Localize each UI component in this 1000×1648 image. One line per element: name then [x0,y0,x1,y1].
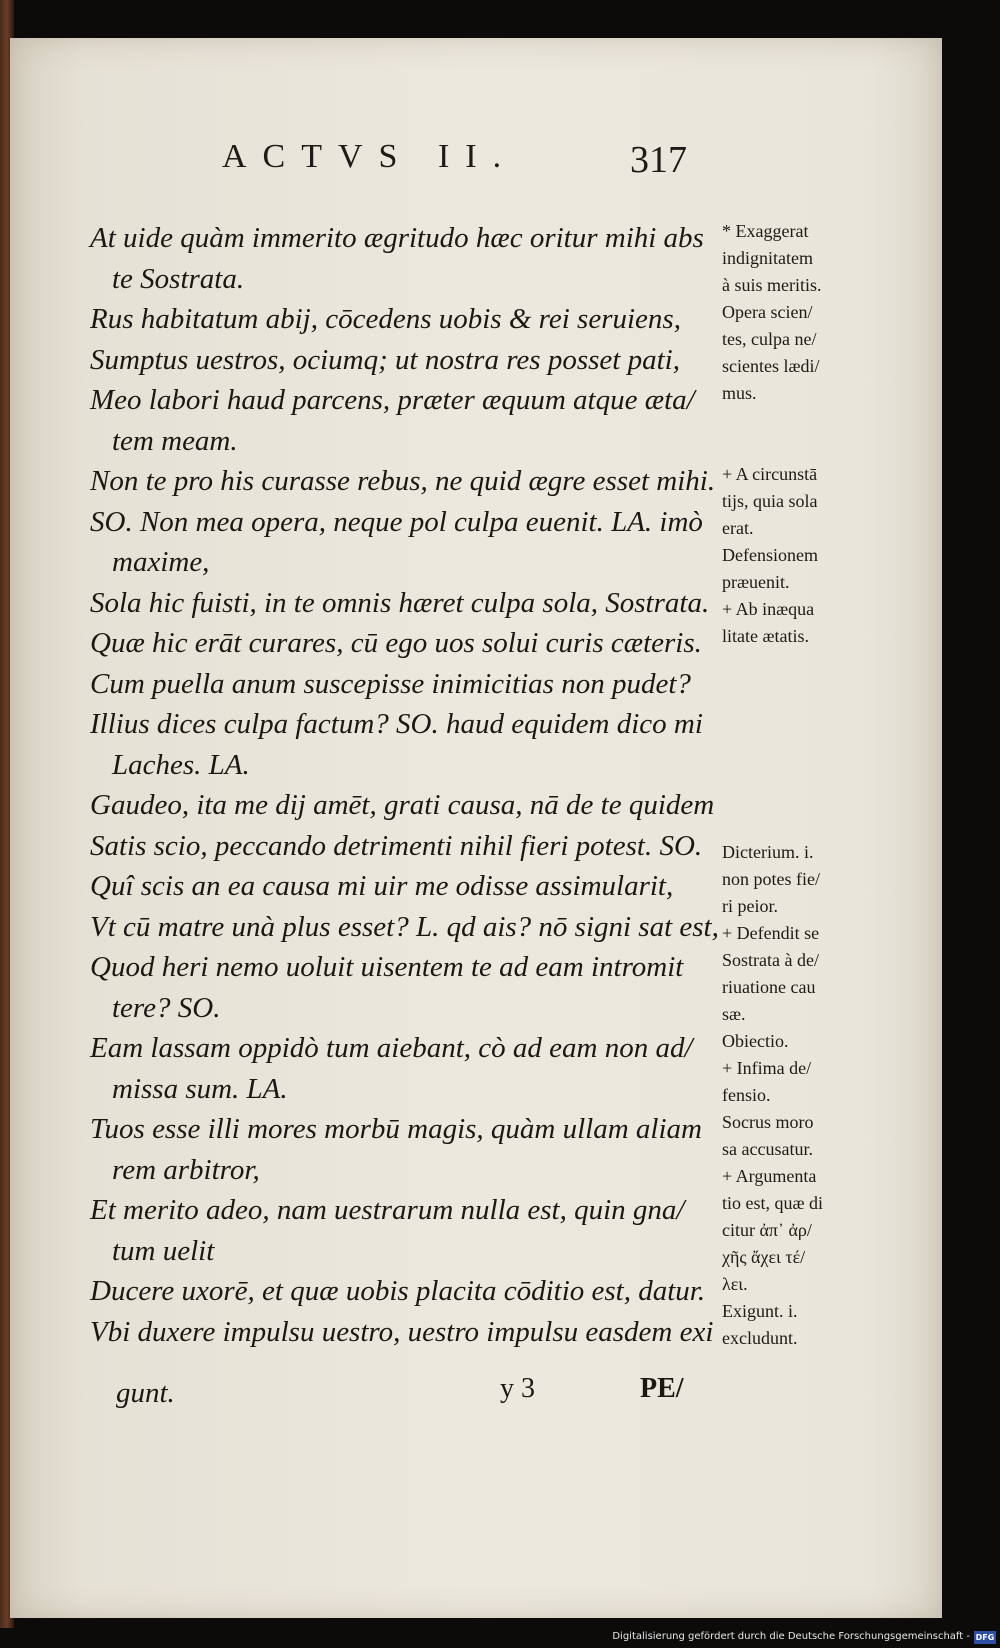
text-line: At uide quàm immerito ægritudo hæc oritur mihi abs [90,222,704,254]
signature-mark: y 3 [500,1373,535,1404]
text-line: tere? SO. [112,991,221,1024]
marginal-note-line: tijs, quia sola [722,491,818,511]
text-line: Rus habitatum abij, cōcedens uobis & rei seruiens, [90,303,681,335]
marginal-note-line: + Argumenta [722,1166,817,1186]
running-head: ACTVS II. [222,138,518,175]
marginal-notes [722,218,862,1352]
marginal-note-line [722,785,862,812]
marginal-note-line: Defensionem [722,545,818,565]
marginal-note-line: mus. [722,383,757,403]
text-line: Non te pro his curasse rebus, ne quid ægre esset mihi. [90,465,716,497]
text-line: SO. Non mea opera, neque pol culpa euenit. LA. imò [90,505,703,538]
marginal-note-line: Sostrata à de/ [722,950,819,970]
text-line: tum uelit [112,1234,215,1267]
marginal-note-line: erat. [722,518,754,538]
catchword: PE/ [640,1373,684,1404]
marginal-note-line [722,407,862,434]
text-line: Satis scio, peccando detrimenti nihil fieri potest. SO. [90,829,703,862]
marginal-note-line: λει. [722,1274,748,1294]
text-line: te Sostrata. [112,262,245,295]
text-line: Illius dices culpa factum? SO. haud equidem dico mi [90,708,703,740]
text-line: maxime, [112,546,210,578]
text-line: Meo labori haud parcens, præter æquum atque æta/ [90,384,695,416]
marginal-note-line: riuatione cau [722,977,816,997]
dfg-logo: DFG [975,1633,995,1642]
marginal-note-line: à suis meritis. [722,275,822,295]
text-line: Vbi duxere impulsu uestro, uestro impulsu easdem exi [90,1315,714,1348]
marginal-note-line: fensio. [722,1085,771,1105]
text-line: Quod heri nemo uoluit uisentem te ad eam intromit [90,951,684,983]
text-line: Sola hic fuisti, in te omnis hæret culpa sola, Sostrata. [90,586,710,619]
text-line: Quî scis an ea causa mi uir me odisse assimularit, [90,870,674,902]
marginal-note-line: excludunt. [722,1328,798,1348]
text-line: Eam lassam oppidò tum aiebant, cò ad eam non ad/ [90,1032,693,1064]
marginal-note-line: tes, culpa ne/ [722,329,817,349]
page-number: 317 [630,139,687,181]
marginal-note-line: + A circunstā [722,464,818,484]
marginal-note-line [722,731,862,758]
marginal-note-line: + Defendit se [722,923,820,943]
marginal-note-line: scientes lædi/ [722,356,820,376]
text-line: Quæ hic erāt curares, cū ego uos solui curis cæteris. [90,627,702,659]
marginal-note-line: præuenit. [722,572,790,592]
marginal-note-line: sa accusatur. [722,1139,813,1159]
marginal-note-line: tio est, quæ di [722,1193,824,1213]
marginal-note-line: non potes fie/ [722,869,820,889]
credit-text: Digitalisierung gefördert durch die Deutsche Forschungsgemeinschaft - [612,1631,970,1642]
text-line-last: gunt. [116,1377,175,1409]
marginal-note-line: Dicterium. i. [722,842,814,862]
marginal-note-line [722,434,862,461]
marginal-note-line: Socrus moro [722,1112,814,1132]
text-line: missa sum. LA. [112,1072,288,1105]
text-line: Gaudeo, ita me dij amēt, grati causa, nā de te quidem [90,789,715,821]
marginal-note-line: Exigunt. i. [722,1301,798,1321]
digitization-credit-bar [0,1628,1000,1648]
marginal-note-line: + Infima de/ [722,1058,812,1078]
marginal-note-line: litate ætatis. [722,626,809,646]
marginal-note-line [722,677,862,704]
marginal-note-line [722,704,862,731]
marginal-note-line: Obiectio. [722,1031,789,1051]
text-line: Vt cū matre unà plus esset? L. qd ais? nō signi sat est, [90,910,719,943]
marginal-note-line [722,650,862,677]
text-line: Tuos esse illi mores morbū magis, quàm ullam aliam [90,1113,702,1145]
text-line: Et merito adeo, nam uestrarum nulla est, quin gna/ [90,1194,685,1226]
marginal-note-line: citur ἀπ᾽ ἀρ/ [722,1220,812,1240]
page-footer [90,1373,710,1413]
marginal-note-line: χῆς ἄχει τέ/ [722,1247,806,1267]
marginal-note-line [722,812,862,839]
page-header [10,138,942,188]
marginal-note-line [722,758,862,785]
marginal-note-line: indignitatem [722,248,813,268]
text-line: tem meam. [112,424,238,457]
text-line: Laches. LA. [112,748,250,781]
marginal-note-line: Opera scien/ [722,302,813,322]
text-line: rem arbitror, [112,1153,260,1186]
book-page [10,38,942,1618]
text-line: Cum puella anum suscepisse inimicitias non pudet? [90,667,691,700]
marginal-note-line: sæ. [722,1004,746,1024]
marginal-note-line: ri peior. [722,896,778,916]
marginal-note-line: * Exaggerat [722,221,809,241]
text-line: Sumptus uestros, ociumq; ut nostra res posset pati, [90,343,680,376]
marginal-note-line: + Ab inæqua [722,599,815,619]
text-line: Ducere uxorē, et quæ uobis placita cōditio est, datur. [90,1275,706,1307]
